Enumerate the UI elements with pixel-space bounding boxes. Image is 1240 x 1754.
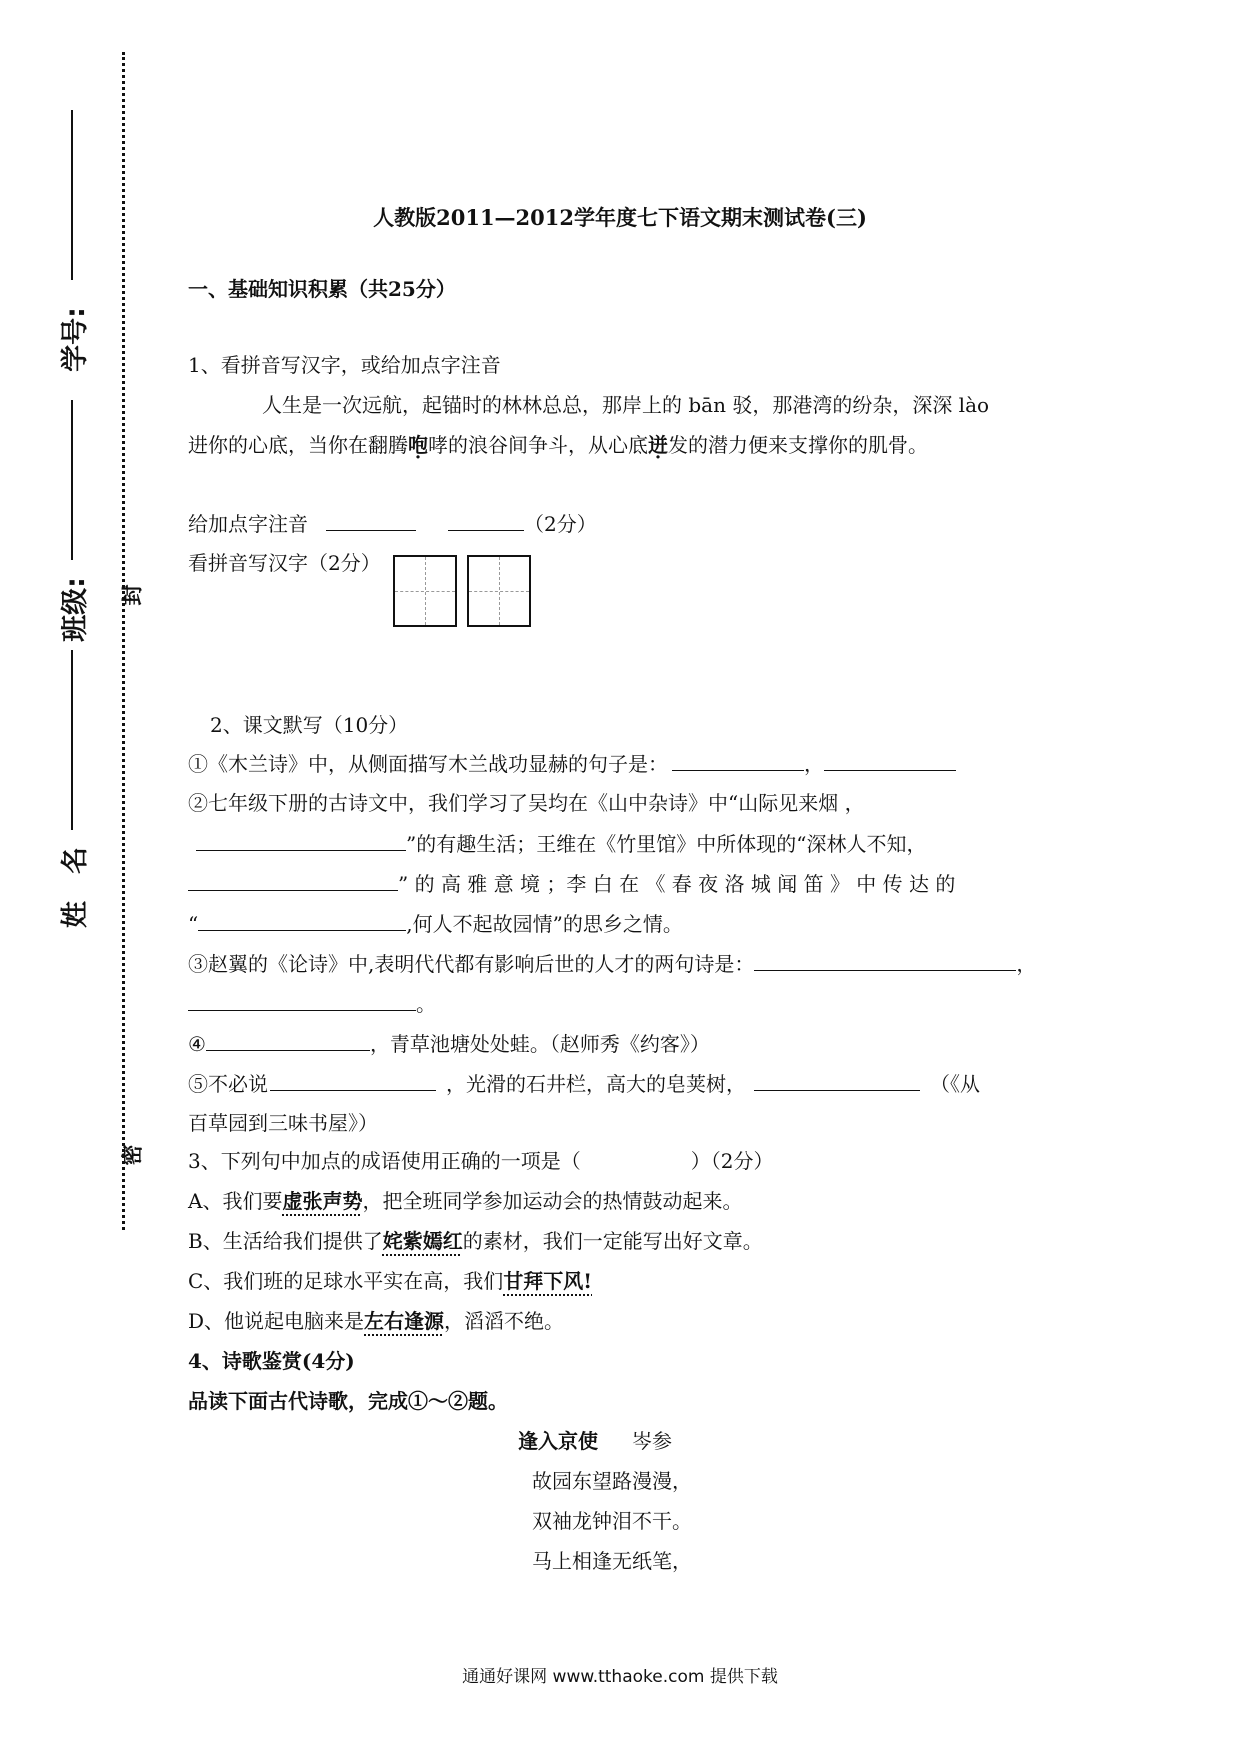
- poem-author: 岑参: [632, 1429, 672, 1453]
- q2-line9-a: ⑤不必说: [188, 1072, 268, 1096]
- q3-option-a: [188, 1188, 742, 1214]
- answer-blank-baicaoyuan-2[interactable]: [754, 1070, 920, 1091]
- poem-line-2: 双袖龙钟泪不干。: [532, 1509, 692, 1533]
- comma: ，: [1016, 952, 1037, 976]
- period: 。: [416, 992, 436, 1016]
- answer-blank-pinyin-1[interactable]: [326, 510, 416, 531]
- q2-line5: [188, 910, 683, 937]
- hanzi-box-1[interactable]: [393, 555, 457, 627]
- q2-line9-b: ，光滑的石井栏，高大的皂荚树，: [446, 1072, 746, 1096]
- poem-line-1: 故园东望路漫漫，: [532, 1469, 692, 1493]
- comma: ，: [804, 752, 824, 776]
- name-label: 姓 名: [60, 847, 91, 928]
- q2-line9-c: （《从: [930, 1072, 980, 1096]
- q2-line8-num: ④: [188, 1032, 206, 1056]
- q2-line6: [188, 950, 1036, 977]
- answer-blank-yueke[interactable]: [206, 1030, 370, 1051]
- q1-passage-seg1: 进你的心底，当你在翻腾: [188, 433, 408, 457]
- answer-blank-zhuliguan[interactable]: [188, 870, 398, 891]
- answer-blank-shanzhong[interactable]: [196, 830, 406, 851]
- q2-line5-text: ,何人不起故园情”的思乡之情。: [406, 912, 683, 936]
- q4-intro: 品读下面古代诗歌，完成①～②题。: [188, 1389, 508, 1413]
- q4-heading: 4、诗歌鉴赏(4分): [188, 1349, 355, 1373]
- q3-c-idiom: 甘拜下风!: [503, 1269, 593, 1293]
- student-id-label: 学号:: [59, 307, 91, 372]
- answer-blank-mulan-1[interactable]: [672, 750, 804, 771]
- xiehanzi-label: 看拼音写汉字（2分）: [188, 551, 381, 575]
- q3-a-text1: A、我们要: [188, 1189, 283, 1213]
- q2-line10: 百草园到三味书屋》）: [188, 1111, 378, 1135]
- exam-title: 人教版2011—2012学年度七下语文期末测试卷(三): [373, 205, 867, 230]
- q3-d-text1: D、他说起电脑来是: [188, 1309, 365, 1333]
- q3-b-idiom: 姹紫嫣红: [382, 1229, 463, 1253]
- q3-heading-end: ）（2分）: [690, 1149, 774, 1173]
- q3-option-d: [188, 1308, 564, 1334]
- q2-line1: [188, 750, 956, 777]
- q2-line3: [196, 830, 926, 857]
- zhuyin-score: （2分）: [524, 512, 597, 536]
- seal-char-feng: 封: [119, 584, 145, 606]
- q2-line1-text: ①《木兰诗》中，从侧面描写木兰战功显赫的句子是：: [188, 752, 668, 776]
- zhuyin-label: 给加点字注音: [188, 512, 308, 536]
- q2-line9: [188, 1070, 980, 1097]
- student-id-line: [71, 110, 73, 280]
- zhuyin-row: [188, 510, 597, 537]
- section-1-heading: 一、基础知识积累（共25分）: [188, 277, 456, 301]
- q1-heading: 1、看拼音写汉字，或给加点字注音: [188, 353, 501, 377]
- q3-a-text2: ，把全班同学参加运动会的热情鼓动起来。: [362, 1189, 743, 1213]
- answer-blank-pinyin-2[interactable]: [448, 510, 524, 531]
- answer-blank-lunshi-1[interactable]: [754, 950, 1016, 971]
- q3-c-text1: C、我们班的足球水平实在高，我们: [188, 1269, 504, 1293]
- answer-blank-baicaoyuan-1[interactable]: [270, 1070, 436, 1091]
- q2-line8: [188, 1030, 710, 1057]
- q2-line6-text: ③赵翼的《论诗》中,表明代代都有影响后世的人才的两句诗是：: [188, 952, 755, 976]
- dotted-char-beng: 迸: [648, 433, 668, 457]
- answer-blank-chunye[interactable]: [198, 910, 406, 931]
- q2-line8-text: ，青草池塘处处蛙。（赵师秀《约客》）: [369, 1032, 710, 1056]
- q3-option-b: [188, 1228, 763, 1254]
- q3-b-text1: B、生活给我们提供了: [188, 1229, 383, 1253]
- q1-passage-seg3: 发的潜力便来支撑你的肌骨。: [668, 433, 928, 457]
- q3-d-text2: ，滔滔不绝。: [444, 1309, 565, 1333]
- q3-heading-text: 3、下列句中加点的成语使用正确的一项是（: [188, 1149, 581, 1173]
- q2-line5-open: “: [188, 912, 199, 936]
- q1-passage-line2: [188, 432, 928, 458]
- q2-line4: [188, 870, 955, 897]
- q3-heading: [188, 1148, 773, 1174]
- seal-char-mi: 密: [119, 1144, 145, 1166]
- poem-title: 逢入京使: [518, 1429, 598, 1453]
- q3-option-c: [188, 1268, 592, 1294]
- q2-line3-text: ”的有趣生活；王维在《竹里馆》中所体现的“深林人不知，: [406, 832, 927, 856]
- poem-line-3: 马上相逢无纸笔，: [532, 1549, 692, 1573]
- class-line: [71, 400, 73, 560]
- name-line: [71, 650, 73, 830]
- q2-line7: [188, 990, 436, 1017]
- class-label: 班级:: [59, 577, 91, 642]
- answer-blank-mulan-2[interactable]: [824, 750, 956, 771]
- dotted-char-pao: 咆: [408, 433, 428, 457]
- q2-line2: ②七年级下册的古诗文中，我们学习了吴均在《山中杂诗》中“山际见来烟 ，: [188, 791, 865, 815]
- footer-source: 通通好课网 www.tthaoke.com 提供下载: [462, 1667, 778, 1687]
- hanzi-box-2[interactable]: [467, 555, 531, 627]
- q3-d-idiom: 左右逢源: [364, 1309, 445, 1333]
- q3-b-text2: 的素材，我们一定能写出好文章。: [462, 1229, 763, 1253]
- answer-blank-lunshi-2[interactable]: [188, 990, 416, 1011]
- poem-heading: [518, 1428, 672, 1454]
- q2-line4-text: ” 的 高 雅 意 境 ；李 白 在 《 春 夜 洛 城 闻 笛 》 中 传 达 的: [398, 872, 956, 896]
- q1-passage-seg2: 哮的浪谷间争斗，从心底: [428, 433, 648, 457]
- q3-a-idiom: 虚张声势: [282, 1189, 363, 1213]
- q2-heading: 2、课文默写（10分）: [210, 713, 409, 737]
- q1-passage-line1: 人生是一次远航，起锚时的林林总总，那岸上的 bān 驳，那港湾的纷杂，深深 lào: [262, 393, 990, 417]
